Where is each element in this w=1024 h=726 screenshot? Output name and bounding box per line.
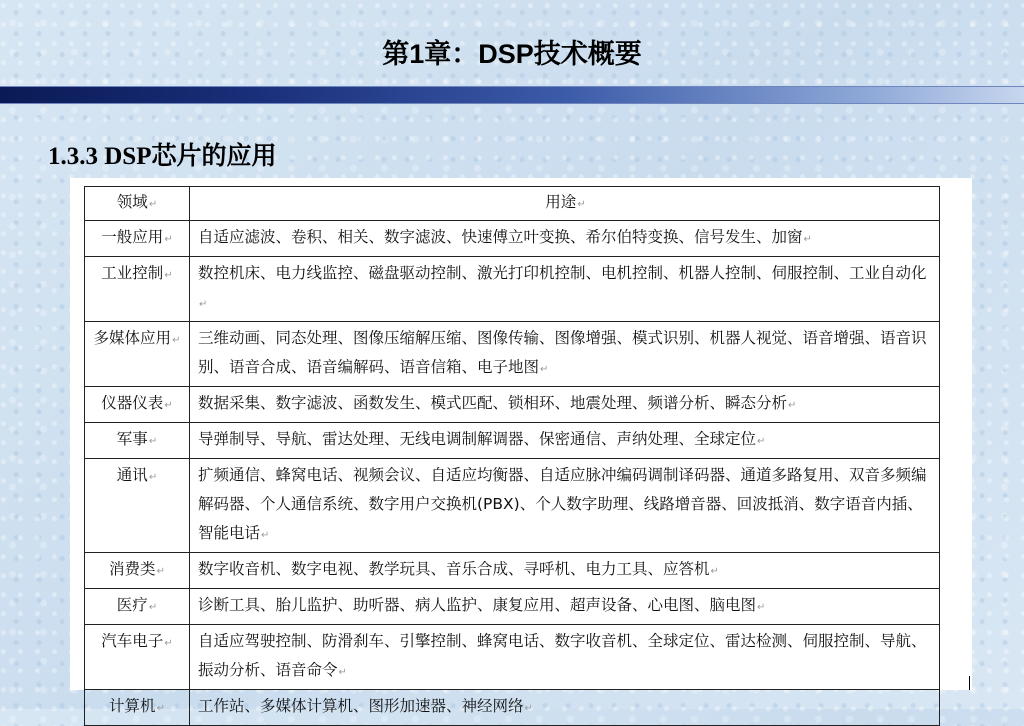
header-divider-bar: [0, 86, 1024, 104]
table-row: [85, 322, 940, 387]
header-domain-label: 领域: [116, 193, 148, 211]
domain-label: 仪器仪表: [101, 394, 164, 412]
domain-cell: [85, 459, 190, 553]
usage-text: 数字收音机、数字电视、教学玩具、音乐合成、寻呼机、电力工具、应答机: [198, 560, 710, 578]
usage-text: 数据采集、数字滤波、函数发生、模式匹配、锁相环、地震处理、频谱分析、瞬态分析: [198, 394, 788, 412]
paragraph-mark-icon: ↵: [164, 234, 173, 245]
table-row: [85, 553, 940, 589]
usage-text: 自适应驾驶控制、防滑刹车、引擎控制、蜂窝电话、数字收音机、全球定位、雷达检测、伺服控制、导航、振动分析、语音命令: [198, 632, 927, 679]
paragraph-mark-icon: ↵: [710, 566, 719, 577]
paragraph-mark-icon: ↵: [199, 299, 208, 310]
domain-label: 多媒体应用: [93, 329, 172, 347]
usage-text: 导弹制导、导航、雷达处理、无线电调制解调器、保密通信、声纳处理、全球定位: [198, 430, 757, 448]
header-domain-cell: [85, 187, 190, 221]
paragraph-mark-icon: ↵: [148, 436, 158, 447]
domain-cell: [85, 690, 190, 726]
domain-cell: [85, 553, 190, 589]
domain-label: 医疗: [116, 596, 148, 614]
header-usage-cell: [190, 187, 940, 221]
usage-cell: [190, 322, 940, 387]
usage-cell: [190, 589, 940, 625]
paragraph-mark-icon: ↵: [164, 270, 173, 281]
usage-cell: [190, 221, 940, 257]
paragraph-mark-icon: ↵: [156, 703, 165, 714]
table-panel: [70, 178, 972, 715]
panel-edge-line: [969, 676, 970, 690]
paragraph-mark-icon: ↵: [164, 400, 173, 411]
domain-label: 计算机: [109, 697, 156, 715]
domain-label: 通讯: [116, 466, 148, 484]
table-row: [85, 221, 940, 257]
table-row: [85, 257, 940, 322]
usage-text: 数控机床、电力线监控、磁盘驱动控制、激光打印机控制、电机控制、机器人控制、伺服控制、工业自动化: [198, 264, 927, 282]
domain-cell: [85, 221, 190, 257]
paragraph-mark-icon: ↵: [757, 602, 766, 613]
domain-cell: [85, 589, 190, 625]
usage-text: 自适应滤波、卷积、相关、数字滤波、快速傅立叶变换、希尔伯特变换、信号发生、加窗: [198, 228, 803, 246]
paragraph-mark-icon: ↵: [148, 472, 158, 483]
domain-cell: [85, 625, 190, 690]
usage-cell: [190, 690, 940, 726]
paragraph-mark-icon: ↵: [540, 364, 549, 375]
header-usage-label: 用途: [545, 193, 577, 211]
paragraph-mark-icon: ↵: [172, 335, 181, 346]
table-row: [85, 690, 940, 726]
paragraph-mark-icon: ↵: [338, 667, 347, 678]
domain-cell: [85, 423, 190, 459]
domain-cell: [85, 322, 190, 387]
usage-cell: [190, 553, 940, 589]
table-row: [85, 387, 940, 423]
paragraph-mark-icon: ↵: [156, 566, 165, 577]
paragraph-mark-icon: ↵: [577, 199, 586, 210]
domain-label: 工业控制: [101, 264, 164, 282]
domain-label: 军事: [116, 430, 148, 448]
usage-cell: [190, 423, 940, 459]
domain-label: 一般应用: [101, 228, 164, 246]
paragraph-mark-icon: ↵: [788, 400, 797, 411]
slide-title: 第1章：DSP技术概要: [382, 39, 642, 69]
table-header-row: [85, 187, 940, 221]
table-row: [85, 589, 940, 625]
usage-text: 诊断工具、胎儿监护、助听器、病人监护、康复应用、超声设备、心电图、脑电图: [198, 596, 757, 614]
section-heading: 1.3.3 DSP芯片的应用: [48, 143, 277, 170]
usage-text: 扩频通信、蜂窝电话、视频会议、自适应均衡器、自适应脉冲编码调制译码器、通道多路复用、双音多频编解码器、个人通信系统、数字用户交换机(PBX)、个人数字助理、线路增音器、回波抵消、数字语音内插、智能电话: [198, 466, 927, 542]
usage-cell: [190, 257, 940, 322]
usage-cell: [190, 459, 940, 553]
usage-cell: [190, 387, 940, 423]
paragraph-mark-icon: ↵: [164, 638, 173, 649]
domain-cell: [85, 387, 190, 423]
domain-cell: [85, 257, 190, 322]
table-row: [85, 423, 940, 459]
table-row: [85, 625, 940, 690]
table-row: [85, 459, 940, 553]
paragraph-mark-icon: ↵: [803, 234, 812, 245]
usage-text: 三维动画、同态处理、图像压缩解压缩、图像传输、图像增强、模式识别、机器人视觉、语音增强、语音识别、语音合成、语音编解码、语音信箱、电子地图: [198, 329, 927, 376]
paragraph-mark-icon: ↵: [757, 436, 766, 447]
paragraph-mark-icon: ↵: [148, 602, 158, 613]
paragraph-mark-icon: ↵: [148, 199, 158, 210]
domain-label: 汽车电子: [101, 632, 164, 650]
paragraph-mark-icon: ↵: [524, 703, 533, 714]
usage-text: 工作站、多媒体计算机、图形加速器、神经网络: [198, 697, 524, 715]
paragraph-mark-icon: ↵: [261, 530, 270, 541]
domain-label: 消费类: [109, 560, 156, 578]
dsp-applications-table: [84, 186, 940, 726]
usage-cell: [190, 625, 940, 690]
